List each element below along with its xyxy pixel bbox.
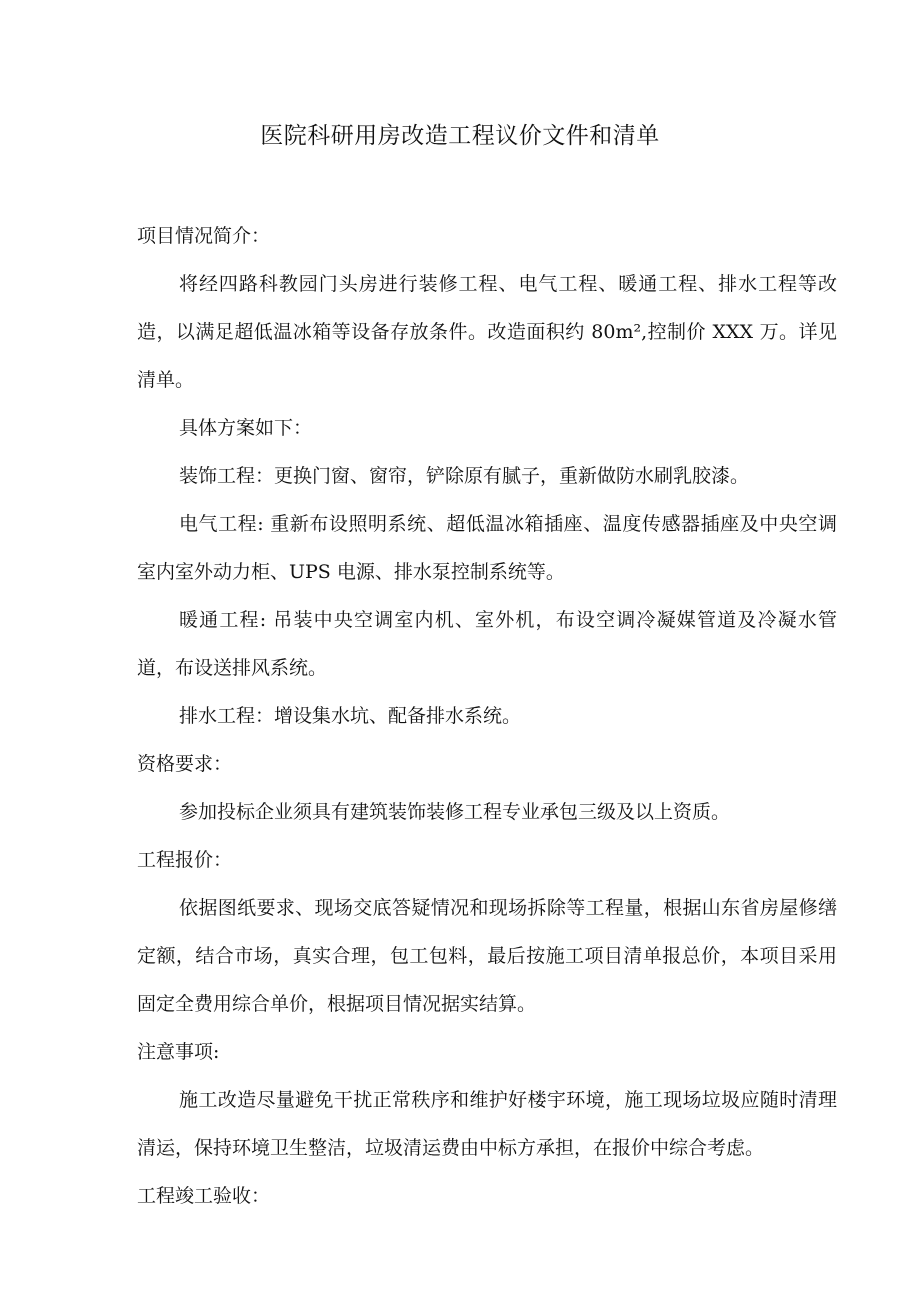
document-body [137,212,837,1220]
section-heading-notes: 注意事项: [137,1041,220,1063]
paragraph-hvac-works: 暖通工程: 吊装中央空调室内机、室外机，布设空调冷凝媒管道及冷凝水管道，布设送排风系统。 [137,609,837,679]
section-heading-qualification: 资格要求： [137,753,233,775]
document-title: 医院科研用房改造工程议价文件和清单 [260,123,660,149]
paragraph-electrical-works: 电气工程: 重新布设照明系统、超低温冰箱插座、温度传感器插座及中央空调室内室外动力柜、UPS 电源、排水泵控制系统等。 [137,513,837,583]
paragraph-drainage-works: 排水工程：增设集水坑、配备排水系统。 [179,705,522,727]
section-heading-project-overview: 项目情况简介： [137,225,271,247]
paragraph-plan-intro: 具体方案如下： [179,417,313,439]
paragraph-notes: 施工改造尽量避免干扰正常秩序和维护好楼宇环境，施工现场垃圾应随时清理清运，保持环境卫生整洁，垃圾清运费由中标方承担，在报价中综合考虑。 [137,1089,837,1159]
section-heading-pricing: 工程报价： [137,849,233,871]
paragraph-project-description: 将经四路科教园门头房进行装修工程、电气工程、暖通工程、排水工程等改造，以满足超低温冰箱等设备存放条件。改造面积约 80m²,控制价 XXX 万。详见清单。 [137,273,837,391]
paragraph-qualification: 参加投标企业须具有建筑装饰装修工程专业承包三级及以上资质。 [179,801,731,823]
paragraph-pricing: 依据图纸要求、现场交底答疑情况和现场拆除等工程量，根据山东省房屋修缮定额，结合市场，真实合理，包工包料，最后按施工项目清单报总价，本项目采用固定全费用综合单价，根据项目情况据实结算。 [137,897,837,1015]
section-heading-acceptance: 工程竣工验收： [137,1185,271,1207]
paragraph-decoration-works: 装饰工程：更换门窗、窗帘，铲除原有腻子，重新做防水刷乳胶漆。 [179,465,750,487]
